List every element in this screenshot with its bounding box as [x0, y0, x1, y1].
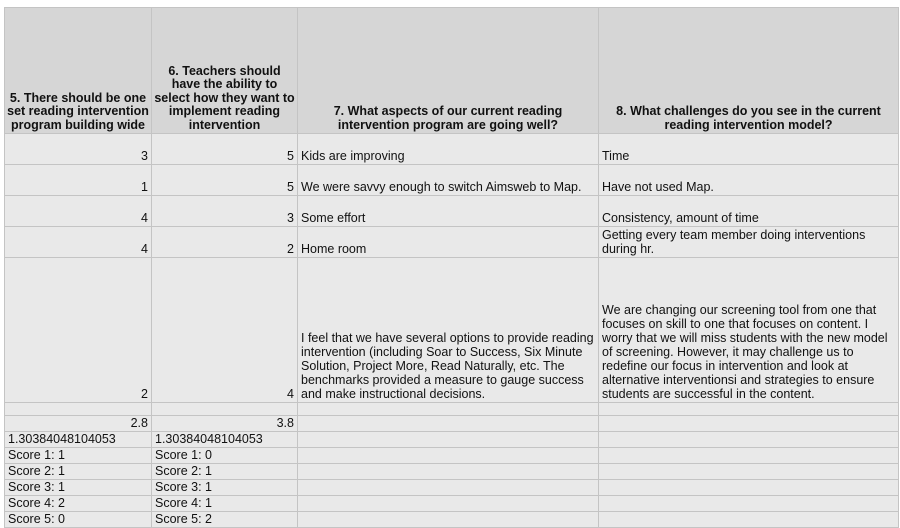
score-q5[interactable]: Score 4: 2	[5, 496, 152, 512]
cell-q7[interactable]: I feel that we have several options to provide reading intervention (including Soar to Success, Six Minute Solution, Project More, Read Naturally, etc. The benchmarks provided a measure to gauge success and make instructional decisions.	[298, 258, 599, 403]
empty-cell[interactable]	[298, 464, 599, 480]
mean-q6[interactable]: 3.8	[152, 416, 298, 432]
mean-row	[5, 416, 899, 432]
stdev-q5[interactable]: 1.30384048104053	[5, 432, 152, 448]
cell-q8[interactable]: We are changing our screening tool from one that focuses on skill to one that focuses on content. I worry that we will miss students with the new model of screening. However, it may challenge us to redefine our focus in intervention and look at alternative interventionsi and strategies to ensure students are successful in the content.	[599, 258, 899, 403]
empty-cell[interactable]	[298, 496, 599, 512]
header-q7[interactable]: 7. What aspects of our current reading intervention program are going well?	[298, 8, 599, 134]
score-count-row	[5, 512, 899, 528]
score-q5[interactable]: Score 2: 1	[5, 464, 152, 480]
blank-row	[5, 403, 899, 416]
score-count-row	[5, 448, 899, 464]
empty-cell[interactable]	[599, 496, 899, 512]
header-row	[5, 8, 899, 134]
empty-cell[interactable]	[298, 403, 599, 416]
score-q5[interactable]: Score 5: 0	[5, 512, 152, 528]
cell-q6[interactable]: 4	[152, 258, 298, 403]
cell-q7[interactable]: Some effort	[298, 196, 599, 227]
score-q6[interactable]: Score 3: 1	[152, 480, 298, 496]
table-row	[5, 227, 899, 258]
cell-q7[interactable]: Kids are improving	[298, 134, 599, 165]
header-q6[interactable]: 6. Teachers should have the ability to select how they want to implement reading intervention	[152, 8, 298, 134]
cell-q6[interactable]: 2	[152, 227, 298, 258]
empty-cell[interactable]	[599, 432, 899, 448]
cell-q6[interactable]: 5	[152, 165, 298, 196]
empty-cell[interactable]	[599, 448, 899, 464]
cell-q5[interactable]: 2	[5, 258, 152, 403]
empty-cell[interactable]	[5, 403, 152, 416]
spreadsheet-table	[4, 7, 899, 528]
score-q6[interactable]: Score 4: 1	[152, 496, 298, 512]
cell-q6[interactable]: 3	[152, 196, 298, 227]
cell-q5[interactable]: 4	[5, 196, 152, 227]
score-count-row	[5, 496, 899, 512]
table-row	[5, 196, 899, 227]
cell-q7[interactable]: Home room	[298, 227, 599, 258]
cell-q5[interactable]: 3	[5, 134, 152, 165]
cell-q8[interactable]: Consistency, amount of time	[599, 196, 899, 227]
empty-cell[interactable]	[298, 512, 599, 528]
score-q6[interactable]: Score 1: 0	[152, 448, 298, 464]
header-q5[interactable]: 5. There should be one set reading intervention program building wide	[5, 8, 152, 134]
score-q6[interactable]: Score 2: 1	[152, 464, 298, 480]
cell-q6[interactable]: 5	[152, 134, 298, 165]
mean-q5[interactable]: 2.8	[5, 416, 152, 432]
score-count-row	[5, 480, 899, 496]
score-q5[interactable]: Score 1: 1	[5, 448, 152, 464]
cell-q5[interactable]: 4	[5, 227, 152, 258]
empty-cell[interactable]	[152, 403, 298, 416]
empty-cell[interactable]	[599, 512, 899, 528]
empty-cell[interactable]	[599, 464, 899, 480]
cell-q8[interactable]: Have not used Map.	[599, 165, 899, 196]
table-row	[5, 258, 899, 403]
cell-q8[interactable]: Time	[599, 134, 899, 165]
empty-cell[interactable]	[599, 416, 899, 432]
score-count-row	[5, 464, 899, 480]
header-q8[interactable]: 8. What challenges do you see in the current reading intervention model?	[599, 8, 899, 134]
empty-cell[interactable]	[599, 403, 899, 416]
score-q6[interactable]: Score 5: 2	[152, 512, 298, 528]
cell-q5[interactable]: 1	[5, 165, 152, 196]
cell-q7[interactable]: We were savvy enough to switch Aimsweb to Map.	[298, 165, 599, 196]
stdev-q6[interactable]: 1.30384048104053	[152, 432, 298, 448]
stdev-row	[5, 432, 899, 448]
empty-cell[interactable]	[298, 432, 599, 448]
empty-cell[interactable]	[599, 480, 899, 496]
cell-q8[interactable]: Getting every team member doing interventions during hr.	[599, 227, 899, 258]
empty-cell[interactable]	[298, 480, 599, 496]
table-row	[5, 165, 899, 196]
table-row	[5, 134, 899, 165]
empty-cell[interactable]	[298, 416, 599, 432]
empty-cell[interactable]	[298, 448, 599, 464]
score-q5[interactable]: Score 3: 1	[5, 480, 152, 496]
